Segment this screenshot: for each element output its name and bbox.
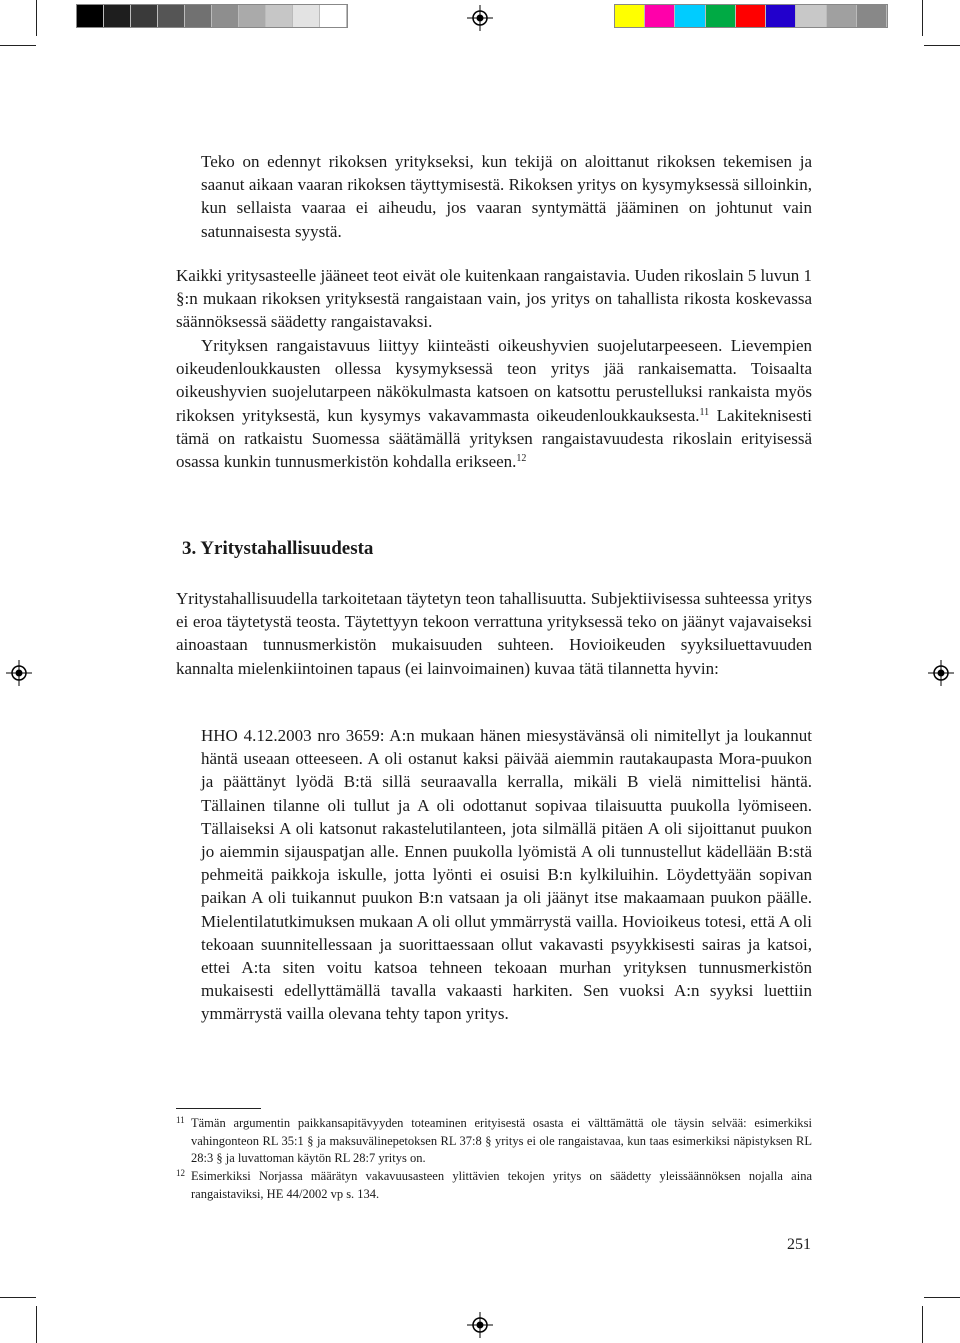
crop-mark-tl-v: [36, 0, 37, 36]
footnote-number: 12: [176, 1168, 185, 1178]
gray-swatch: [77, 5, 104, 27]
gray-swatch: [320, 5, 347, 27]
gray-swatch: [158, 5, 185, 27]
color-swatch: [827, 5, 857, 27]
paragraph-legal-interests-a: Yrityksen rangaistavuus liittyy kiinteästi oikeushyvien suojelutarpeeseen. Lievempien oikeudenloukkausten ollessa kysymyksessä teon yritys jää rankaisematta. Toisaalta oikeushyvien suojelutarpeen näkökulmasta katsoen on katsottu perustelluksi rankaista myös rikoksen yrityksestä, kun kysymys vakavammasta oikeudenloukkauksesta.: [176, 336, 812, 425]
gray-swatch: [185, 5, 212, 27]
crop-mark-bl-h: [0, 1297, 36, 1298]
footnote-ref-12[interactable]: 12: [516, 453, 527, 465]
grayscale-color-bar: [76, 4, 348, 28]
page-number: 251: [787, 1236, 811, 1253]
color-swatch: [736, 5, 766, 27]
crop-mark-br-h: [924, 1297, 960, 1298]
crop-mark-br-v: [922, 1306, 923, 1343]
section-heading: 3. Yritystahallisuudesta: [182, 538, 374, 559]
footnote-text: Tämän argumentin paikkansapitävyyden toteaminen erityisestä osasta ei välttämättä ole täysin selvää: esimerkiksi vahingonteon RL 35:1 § ja maksuvälinepetoksen RL 37:8 § yritys ei ole rangaistavaa, kun taas esimerkiksi näpistyksen RL 28:3 § ja luvattoman käytön RL 28:7 yritys on.: [191, 1116, 812, 1165]
color-swatch: [675, 5, 705, 27]
process-color-bar: [614, 4, 888, 28]
color-swatch: [706, 5, 736, 27]
paragraph-legal-interests-b: Lakiteknisesti tämä on ratkaistu Suomessa säätämällä yrityksen rangaistavuudesta rikoslain erityisessä osassa kunkin tunnusmerkistön kohdalla erikseen.: [176, 405, 813, 472]
paragraph-punishability: Kaikki yritysasteelle jääneet teot eivät ole kuitenkaan rangaistavia. Uuden rikoslain 5 luvun 1 §:n mukaan rikoksen yrityksestä rangaistaan vain, jos yritys on tahallista rikosta koskevassa säännöksessä säädetty rangaistavaksi.: [176, 266, 812, 332]
paragraph-attempt-intent: Yritystahallisuudella tarkoitetaan täytetyn teon tahallisuutta. Subjektiivisessa suhteessa yritys ei eroa täytetystä teosta. Täytettyyn tekoon verrattuna yrityksessä teko on jäänyt vajavaiseksi ainoastaan tunnusmerkistön mukaisuuden suhteen. Hovioikeuden syyksiluettavuuden kannalta mielenkiintoinen tapaus (ei lainvoimainen) kuvaa tätä tilannetta hyvin:: [176, 589, 812, 678]
footnote-12: [176, 1168, 812, 1203]
footnote-ref-11[interactable]: 11: [699, 406, 710, 418]
paragraph-legal-interests: [176, 334, 812, 473]
footnote-text: Esimerkiksi Norjassa määrätyn vakavuusasteen ylittävien tekojen yritys on säädetty yleissäännöksen nojalla aina rangaistaviksi, HE 44/2002 vp s. 134.: [191, 1169, 812, 1201]
footnote-separator: [176, 1108, 261, 1109]
footnote-number: 11: [176, 1115, 185, 1125]
paragraph-attempt-definition: Teko on edennyt rikoksen yritykseksi, kun tekijä on aloittanut rikoksen tekemisen ja saanut aikaan vaaran rikoksen täyttymisestä. Rikoksen yritys on kysymyksessä silloinkin, kun sellaista vaaraa ei aiheudu, jos vaaran syntymättä jääminen on johtunut vain satunnaisesta syystä.: [201, 152, 812, 241]
color-swatch: [766, 5, 796, 27]
gray-swatch: [239, 5, 266, 27]
crop-mark-tl-h: [0, 45, 36, 46]
gray-swatch: [131, 5, 158, 27]
registration-mark-bottom-icon: [467, 1312, 493, 1338]
registration-mark-right-icon: [928, 660, 954, 686]
paragraph-case-hho: HHO 4.12.2003 nro 3659: A:n mukaan hänen miesystävänsä oli nimitellyt ja loukannut häntä useaan otteeseen. A oli ostanut kaksi päivää aiemmin rautakaupasta Mora-puukon ja päättänyt lyödä B:tä sillä seuraavalla kerralla, mikäli B vielä nimittelisi häntä. Tällainen tilanne oli tullut ja A oli odottanut sopivaa tilaisuutta puukolla lyömiseen. Tällaiseksi A oli katsonut rakastelutilanteen, jota silmällä pitäen A oli sijoittanut puukon jo aiemmin sijauspatjan alle. Ennen puukolla lyömistä A oli tunnustellut kädellään B:stä pehmeitä paikkoja iskulle, jotta lyönti ei osuisi B:n kylkiluihin. Löydettyään sopivan paikan A oli tuikannut puukon B:n vatsaan ja oli jäänyt itse makaamaan puukon päälle. Mielentilatutkimuksen mukaan A oli ollut ymmärrystä vailla. Hovioikeus totesi, että A oli tekoaan suunnitellessaan ja suorittaessaan ollut vakavasti psyykkisesti sairas ja katsoi, ettei A:ta siten voitu katsoa tehneen tekoaan murhan yrityksen tunnusmerkistön mukaisesti edellyttämällä tavalla vakaasti harkiten. Sen vuoksi A:n syyksi luettiin ymmärrystä vailla olevana tehty tapon yritys.: [201, 726, 812, 1024]
crop-mark-tr-v: [922, 0, 923, 36]
gray-swatch: [104, 5, 131, 27]
color-swatch: [857, 5, 887, 27]
color-swatch: [796, 5, 826, 27]
footnote-11: [176, 1115, 812, 1168]
gray-swatch: [266, 5, 293, 27]
color-swatch: [615, 5, 645, 27]
gray-swatch: [293, 5, 320, 27]
registration-mark-top-icon: [467, 5, 493, 31]
crop-mark-tr-h: [924, 45, 960, 46]
registration-mark-left-icon: [6, 660, 32, 686]
crop-mark-bl-v: [36, 1306, 37, 1343]
color-swatch: [645, 5, 675, 27]
gray-swatch: [212, 5, 239, 27]
